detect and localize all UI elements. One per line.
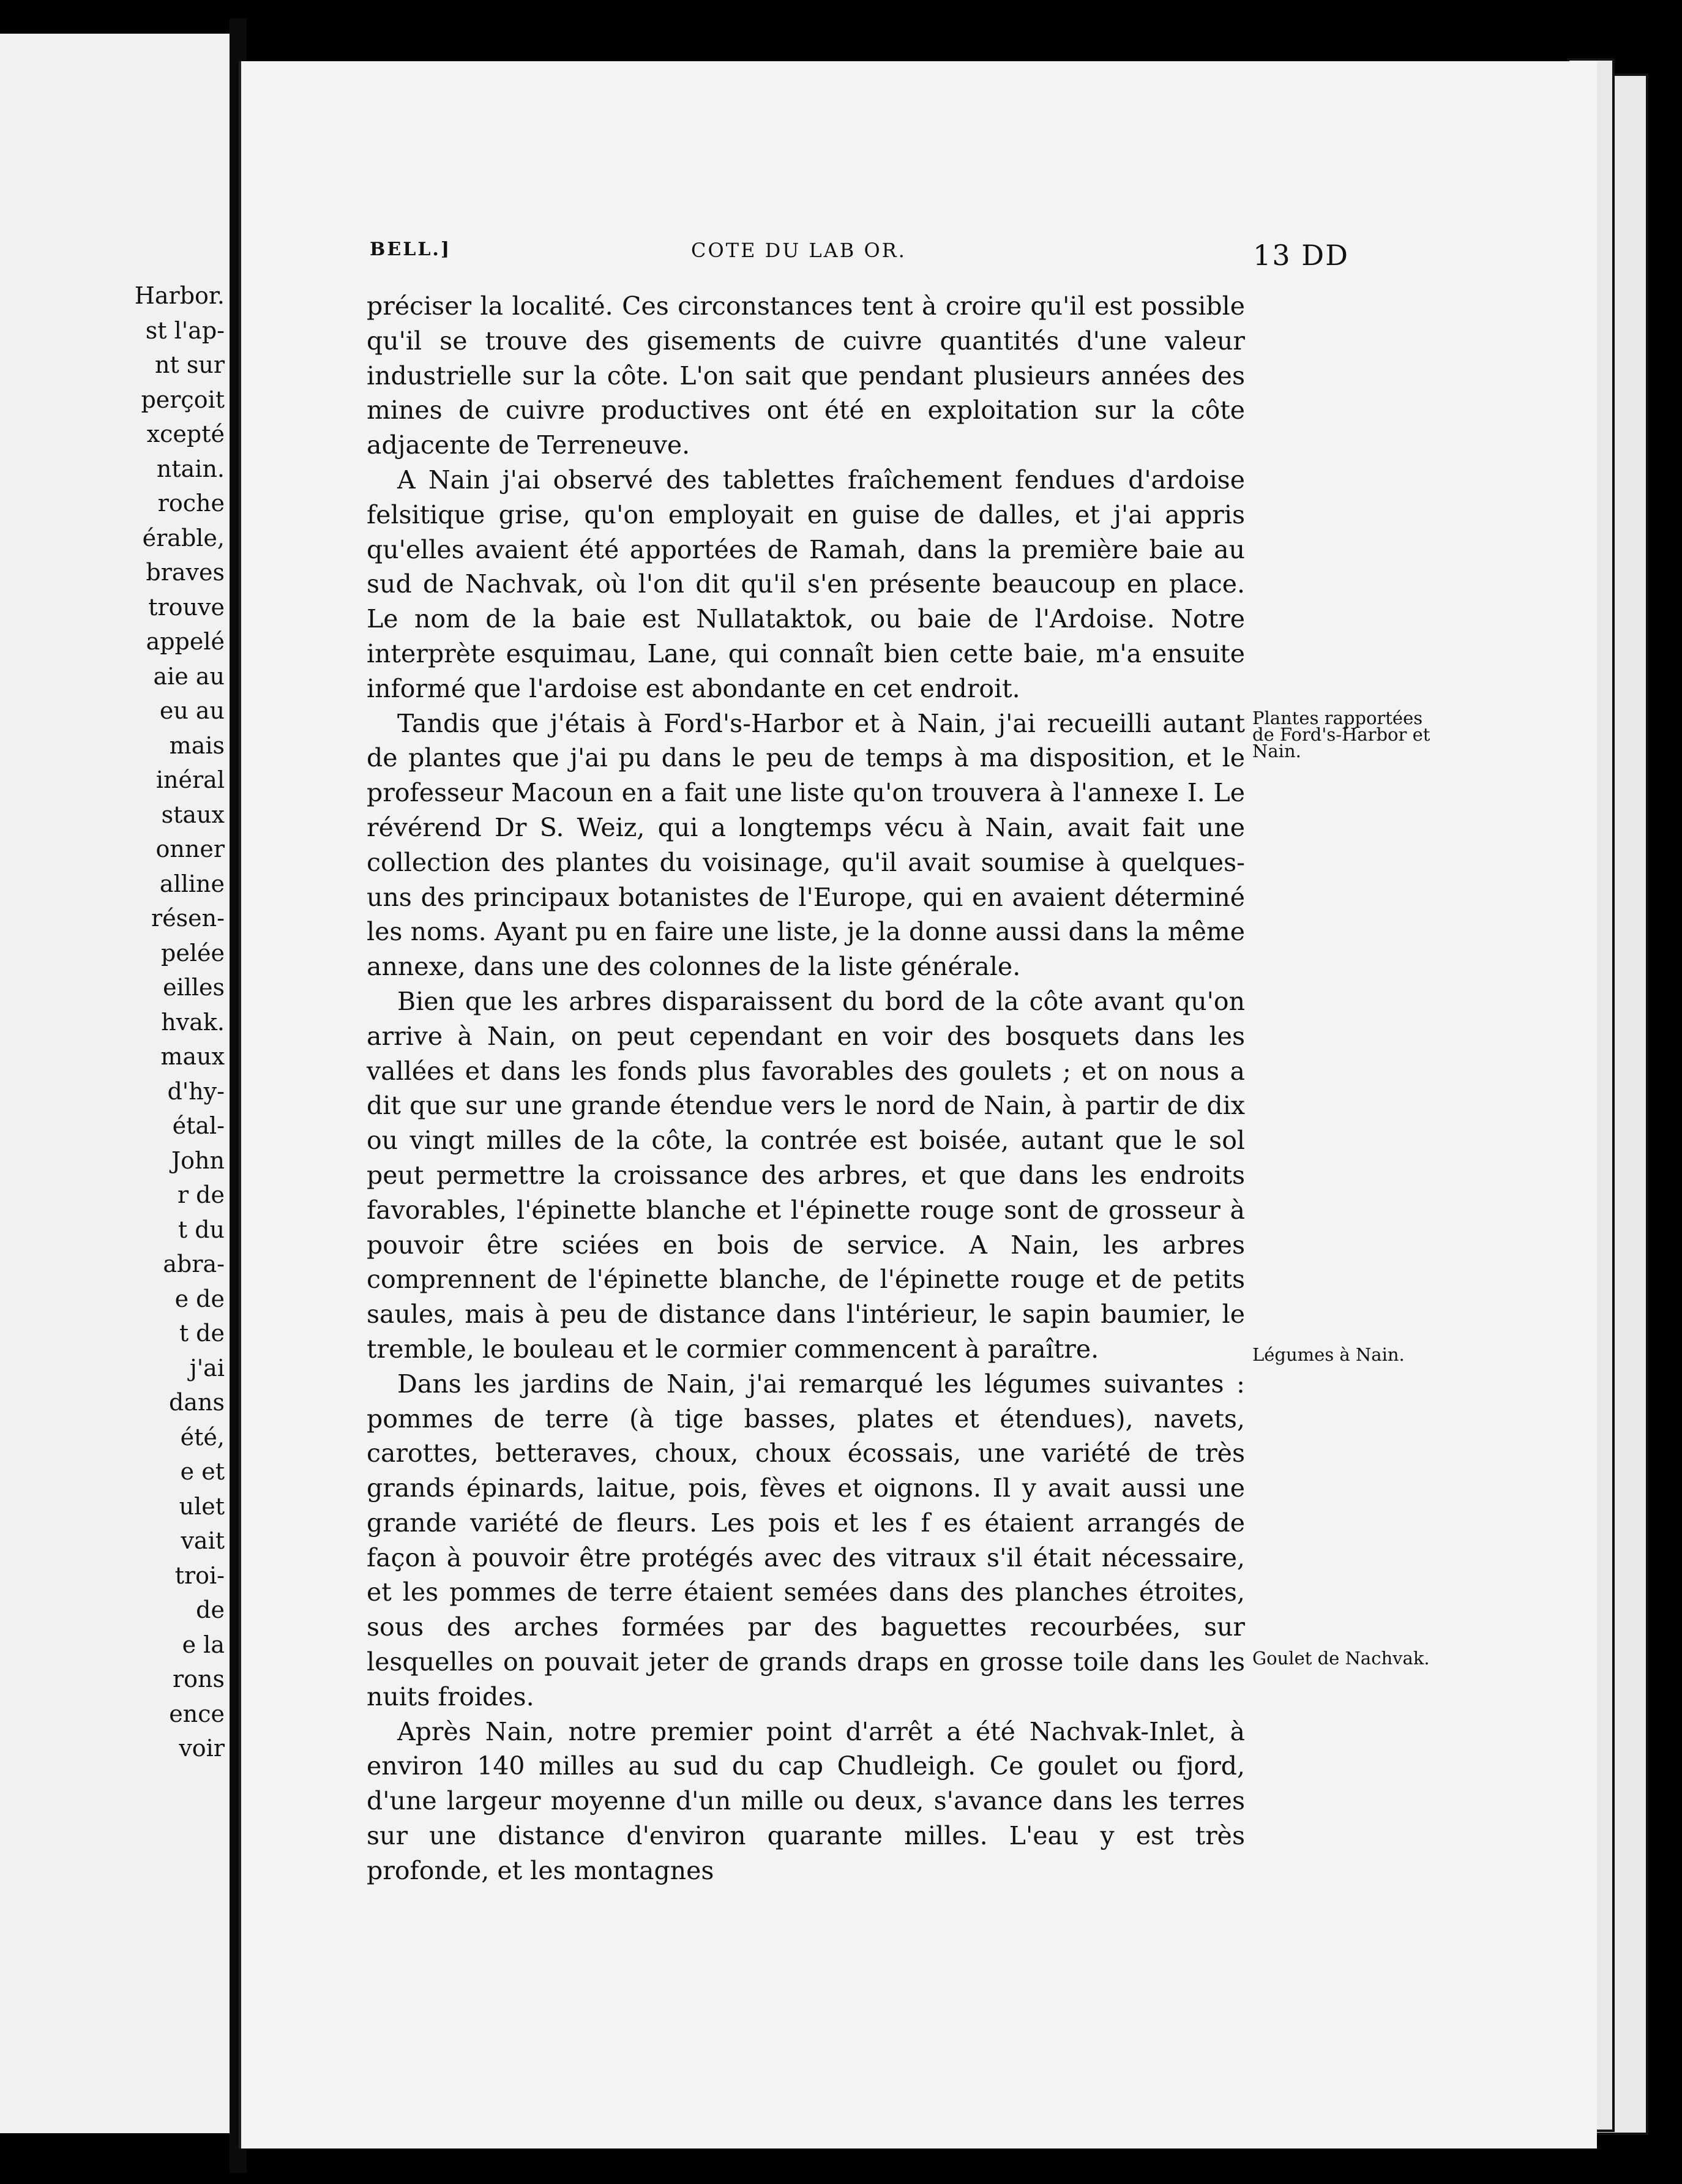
previous-page-fragment: [0, 34, 230, 2133]
left-page-line: j'ai: [189, 1354, 225, 1382]
left-page-line: e et: [180, 1458, 225, 1485]
left-page-line: eu au: [159, 697, 225, 724]
left-page-line: staux: [161, 801, 225, 828]
left-page-line: Harbor.: [134, 282, 225, 309]
left-page-line: e la: [182, 1631, 225, 1658]
left-page-line: John: [171, 1146, 225, 1174]
page-number: 13 DD: [1253, 239, 1349, 272]
left-page-line: ulet: [179, 1492, 225, 1520]
left-page-line: braves: [146, 559, 225, 586]
left-page-line: ntain.: [156, 455, 225, 482]
left-page-line: mais: [169, 731, 225, 759]
left-page-line: perçoit: [141, 386, 225, 413]
margin-note-nachvak: Goulet de Nachvak.: [1252, 1648, 1430, 1669]
left-page-line: ence: [169, 1700, 225, 1727]
paragraph: Dans les jardins de Nain, j'ai remarqué les légumes suivantes : pommes de terre (à tige basses, plates et étendues), navets, carottes, betteraves, choux, choux écossais, une variété de très grands épinards, laitue, pois, fèves et oignons. Il y avait aussi une grande variété de fleurs. Les pois et les f es étaient arrangés de façon à pouvoir être protégés avec des vitraux s'il était nécessaire, et les pommes de terre étaient semées dans des planches étroites, sous des arches formées par des baguettes recourbées, sur lesquelles on pouvait jeter de grands draps en grosse toile dans les nuits froides.: [367, 1369, 1245, 1711]
left-page-line: onner: [155, 836, 225, 862]
left-page-line: t de: [179, 1320, 225, 1347]
book-page: [239, 61, 1597, 2148]
left-page-line: alline: [159, 870, 225, 897]
left-page-line: troi-: [174, 1561, 225, 1589]
left-page-line: abra-: [163, 1251, 225, 1277]
left-page-line: pelée: [161, 939, 225, 967]
running-header-title: COTE DU LAB OR.: [691, 239, 906, 262]
left-page-line: nt sur: [155, 351, 225, 378]
left-page-line: roche: [157, 490, 225, 517]
margin-note-legumes: Légumes à Nain.: [1252, 1344, 1405, 1365]
left-page-line: e de: [174, 1285, 225, 1312]
left-page-line: trouve: [148, 593, 225, 621]
left-page-line: de: [196, 1596, 225, 1623]
paragraph: Bien que les arbres disparaissent du bord de la côte avant qu'on arrive à Nain, on peut cependant en voir des bosquets dans les vallées et dans les fonds plus favorables des goulets ; et on nous a dit que sur une grande étendue vers le nord de Nain, à partir de dix ou vingt milles de la côte, la contrée est boisée, autant que le sol peut permettre la croissance des arbres, et que dans les endroits favorables, l'épinette blanche et l'épinette rouge sont de grosseur à pouvoir être sciées en bois de service. A Nain, les arbres comprennent de l'épinette blanche, de l'épinette rouge et de petits saules, mais à peu de distance dans l'intérieur, le sapin baumier, le tremble, le bouleau et le cormier commencent à paraître.: [367, 986, 1245, 1364]
left-page-line: aie au: [153, 662, 225, 690]
left-page-line: rons: [172, 1666, 225, 1692]
left-page-line: été,: [180, 1423, 225, 1451]
body-text: [367, 289, 1245, 1888]
left-page-line: d'hy-: [167, 1077, 225, 1105]
left-page-line: appelé: [146, 628, 225, 655]
left-page-line: érable,: [142, 524, 225, 552]
paragraph: préciser la localité. Ces circonstances tent à croire qu'il est possible qu'il se trouve des gisements de cuivre quantités d'une valeur industrielle sur la côte. L'on sait que pendant plusieurs années des mines de cuivre productives ont été en exploitation sur la côte adjacente de Terreneuve.: [367, 291, 1245, 460]
left-page-line: étal-: [172, 1112, 225, 1139]
running-header-author: BELL.]: [370, 239, 452, 260]
left-page-line: maux: [160, 1043, 225, 1070]
left-page-line: r de: [177, 1181, 225, 1208]
paragraph: Après Nain, notre premier point d'arrêt a été Nachvak-Inlet, à environ 140 milles au sud du cap Chudleigh. Ce goulet ou fjord, d'une largeur moyenne d'un mille ou deux, s'avance dans les terres sur une distance d'environ quarante milles. L'eau y est très profonde, et les montagnes: [367, 1716, 1245, 1885]
margin-note-plantes: Plantes rapportées de Ford's-Harbor et Nain.: [1252, 708, 1430, 761]
left-page-line: vait: [181, 1527, 225, 1554]
left-page-line: voir: [179, 1735, 225, 1762]
left-page-line: résen-: [151, 905, 225, 932]
left-page-line: dans: [169, 1389, 225, 1416]
left-page-line: inéral: [155, 766, 225, 793]
left-page-line: eilles: [163, 974, 225, 1001]
left-page-line: hvak.: [161, 1008, 225, 1036]
paragraph: Tandis que j'étais à Ford's-Harbor et à Nain, j'ai recueilli autant de plantes que j'ai pu dans le peu de temps à ma disposition, et le professeur Macoun en a fait une liste qu'on trouvera à l'annexe I. Le révérend Dr S. Weiz, qui a longtemps vécu à Nain, avait fait une collection des plantes du voisinage, qu'il avait soumise à quelques-uns des principaux botanistes de l'Europe, qui en avaient déterminé les noms. Ayant pu en faire une liste, je la donne aussi dans la même annexe, dans une des colonnes de la liste générale.: [367, 708, 1245, 982]
left-page-line: xcepté: [146, 421, 225, 447]
paragraph: A Nain j'ai observé des tablettes fraîchement fendues d'ardoise felsitique grise, qu'on employait en guise de dalles, et j'ai appris qu'elles avaient été apportées de Ramah, dans la première baie au sud de Nachvak, où l'on dit qu'il s'en présente beaucoup en place. Le nom de la baie est Nullataktok, ou baie de l'Ardoise. Notre interprète esquimau, Lane, qui connaît bien cette baie, m'a ensuite informé que l'ardoise est abondante en cet endroit.: [367, 465, 1245, 703]
left-page-line: st l'ap-: [145, 316, 225, 344]
left-page-line: t du: [178, 1216, 225, 1243]
